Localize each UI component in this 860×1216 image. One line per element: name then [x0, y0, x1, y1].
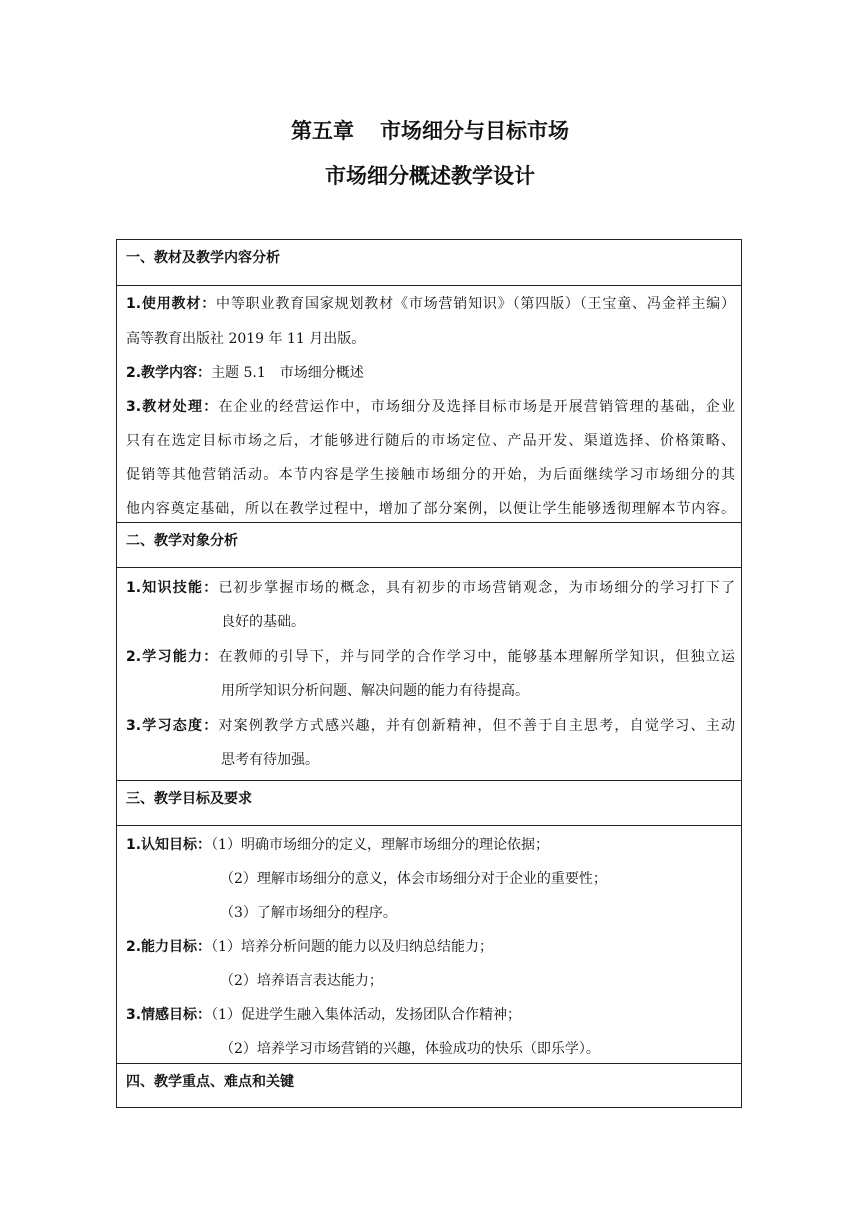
s1-item1-line2: 高等教育出版社 2019 年 11 月出版。	[126, 331, 366, 347]
s3-item2-line1	[126, 936, 735, 956]
section1-heading: 一、教材及教学内容分析	[126, 250, 280, 266]
s2-item3-text1: 对案例教学方式感兴趣，并有创新精神，但不善于自主思考，自觉学习、主动	[218, 718, 735, 734]
s2-item3-label: 3.学习态度：	[126, 718, 219, 734]
s1-item3-line1	[126, 396, 735, 416]
section2-heading: 二、教学对象分析	[117, 522, 741, 567]
chapter-number: 第五章	[291, 119, 354, 143]
s2-item2-label: 2.学习能力：	[126, 649, 219, 665]
s2-item2-line1	[126, 646, 735, 666]
s3-item1-a: （1）明确市场细分的定义，理解市场细分的理论依据；	[211, 837, 549, 853]
s1-item2-label: 2.教学内容：	[126, 365, 212, 381]
s2-item1-line2: 良好的基础。	[221, 614, 305, 630]
s1-item1-label: 1.使用教材：	[126, 296, 217, 312]
s2-item1-line1	[126, 577, 735, 597]
s1-item2-line	[126, 362, 735, 382]
s1-item2-text: 主题 5.1 市场细分概述	[211, 365, 364, 381]
s3-item1-c: （3）了解市场细分的程序。	[220, 905, 397, 921]
s3-item1-label: 1.认知目标：	[126, 837, 212, 853]
document-subtitle: 市场细分概述教学设计	[325, 164, 535, 188]
s3-item2-b: （2）培养语言表达能力；	[220, 973, 383, 989]
s1-item3-line4: 他内容奠定基础，所以在教学过程中，增加了部分案例，以便让学生能够透彻理解本节内容。	[126, 501, 735, 517]
s3-item2-label: 2.能力目标：	[126, 939, 212, 955]
s3-item3-a: （1）促进学生融入集体活动，发扬团队合作精神；	[211, 1007, 521, 1023]
s1-item3-text1: 在企业的经营运作中，市场细分及选择目标市场是开展营销管理的基础，企业	[218, 399, 735, 415]
s1-item3-line2: 只有在选定目标市场之后，才能够进行随后的市场定位、产品开发、渠道选择、价格策略、	[126, 433, 735, 449]
section2-content	[117, 567, 741, 780]
s2-item3-line1	[126, 715, 735, 735]
s3-item1-line1	[126, 834, 735, 854]
s2-item2-text1: 在教师的引导下，并与同学的合作学习中，能够基本理解所学知识，但独立运	[218, 649, 735, 665]
section3-content	[117, 825, 741, 1063]
s1-item3-line3: 促销等其他营销活动。本节内容是学生接触市场细分的开始，为后面继续学习市场细分的其	[126, 467, 735, 483]
s1-item3-label: 3.教材处理：	[126, 399, 219, 415]
section4-heading: 四、教学重点、难点和关键	[117, 1063, 741, 1107]
s2-item1-label: 1.知识技能：	[126, 580, 219, 596]
s1-item1-text1: 中等职业教育国家规划教材《市场营销知识》（第四版）（王宝童、冯金祥主编）	[216, 296, 736, 312]
s3-item3-label: 3.情感目标：	[126, 1007, 212, 1023]
section3-heading: 三、教学目标及要求	[117, 780, 741, 825]
s2-item3-line2: 思考有待加强。	[221, 752, 319, 768]
chapter-name: 市场细分与目标市场	[380, 119, 569, 143]
s3-item1-b: （2）理解市场细分的意义，体会市场细分对于企业的重要性；	[220, 871, 607, 887]
s2-item1-text1: 已初步掌握市场的概念，具有初步的市场营销观念，为市场细分的学习打下了	[218, 580, 735, 596]
s3-item2-a: （1）培养分析问题的能力以及归纳总结能力；	[211, 939, 493, 955]
chapter-title	[0, 115, 860, 145]
s3-item3-b: （2）培养学习市场营销的兴趣，体验成功的快乐（即乐学）。	[220, 1041, 600, 1057]
section1-content	[117, 285, 741, 522]
s2-item2-line2: 用所学知识分析问题、解决问题的能力有待提高。	[221, 683, 529, 699]
s3-item3-line1	[126, 1004, 735, 1024]
s1-item1-line1	[126, 293, 735, 313]
lesson-design-table	[116, 239, 742, 1108]
